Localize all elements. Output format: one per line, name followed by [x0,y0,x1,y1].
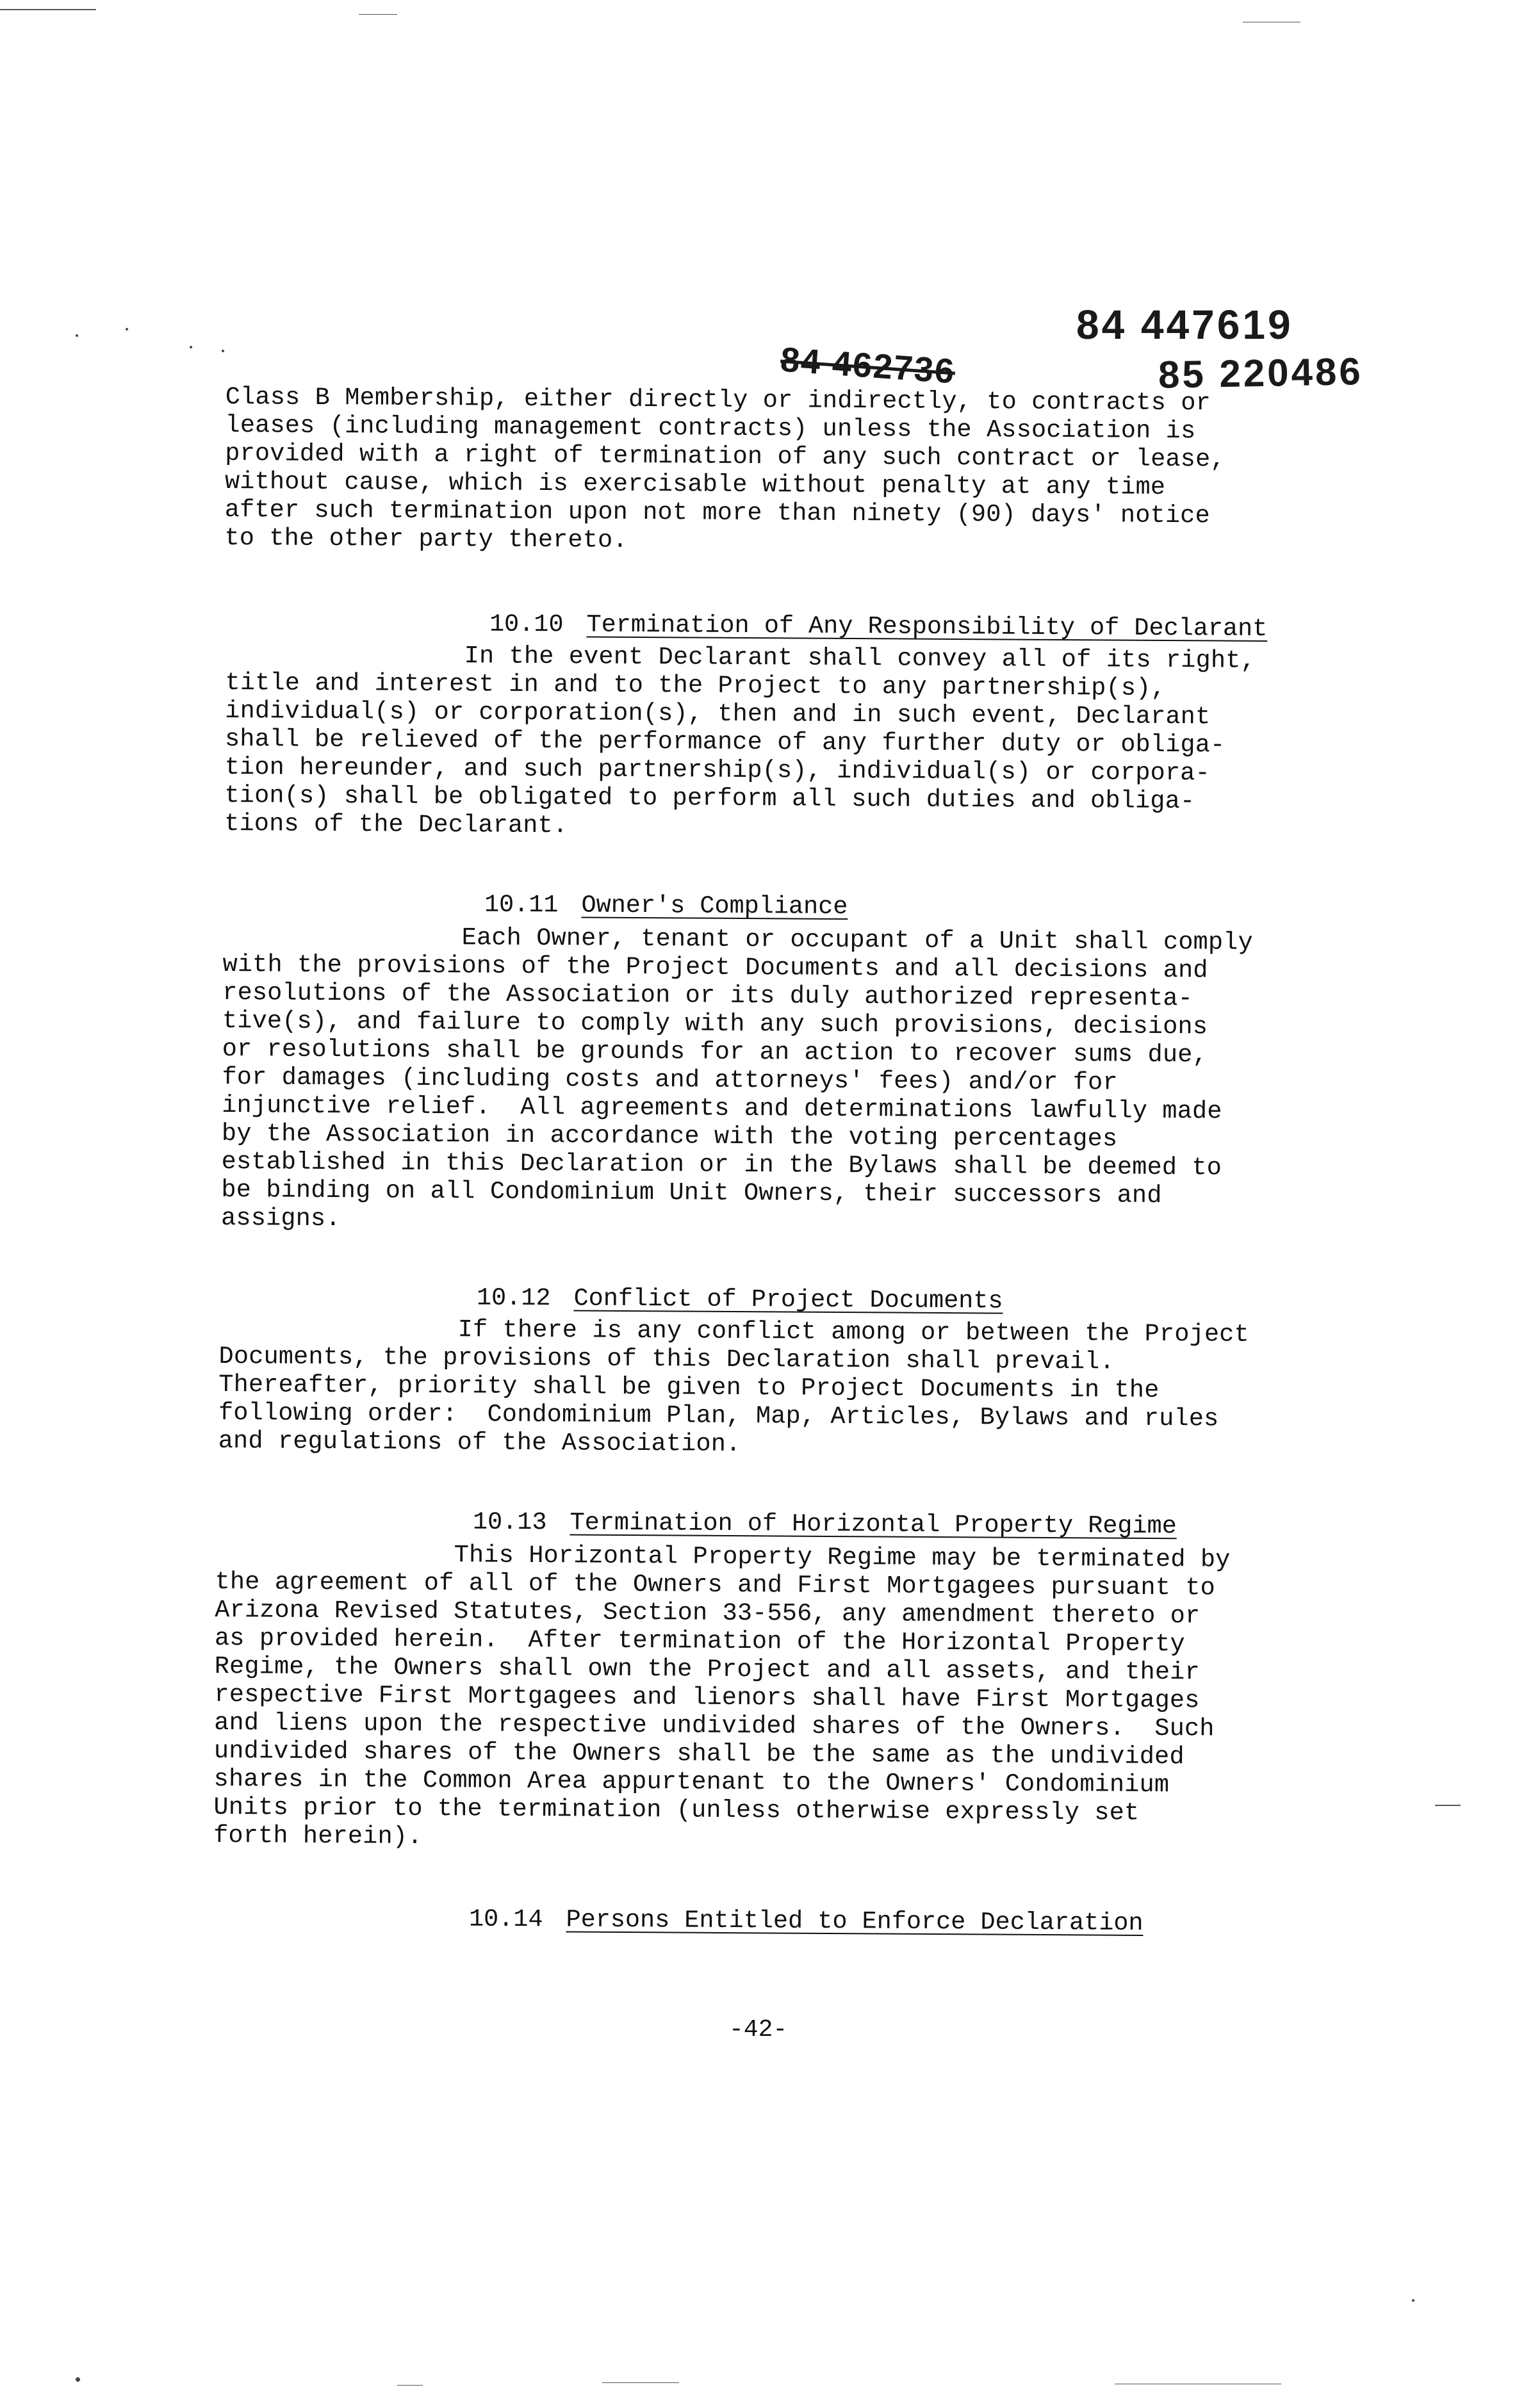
section-number: 10.10 [489,610,564,639]
section-heading-10-14 [409,1876,1144,1965]
scan-artifact [0,9,96,10]
section-title: Owner's Compliance [581,891,848,922]
struck-recording-number: 84 462736 [779,340,957,391]
section-title: Termination of Any Responsibility of Declarant [586,610,1268,643]
section-number: 10.12 [476,1283,551,1313]
scan-artifact [126,328,128,330]
scan-artifact [76,2377,80,2382]
section-paragraph-10-10: In the event Declarant shall convey all of its right, title and interest in and to the Project to any partnership(s), individual(s) or corporation(s), then and in such event, Declarant shall be relieved of the performance of any further duty or obliga- tion hereunder, and such partnership(s), individual(s) or corpora- tion(s) shall be obligated to perform all such duties and obliga- tions of the Declarant. [224,640,1256,840]
recording-number-stamp-secondary: 85 220486 [1158,350,1364,396]
section-paragraph-10-13: This Horizontal Property Regime may be terminated by the agreement of all of the Owners and First Mortgagees pursuant to Arizona Revised Statutes, Section 33-556, any amendment thereto or as provided herein. After termination of the Horizontal Property Regime, the Owners shall own the Project and all assets, and their respective First Mortgagees and lienors shall have First Mortgages and liens upon the respective undivided shares of the Owners. Such undivided shares of the Owners shall be the same as the undivided shares in the Common Area appurtenant to the Owners' Condominium Units prior to the termination (unless otherwise expressly set forth herein). [213,1540,1231,1851]
section-title: Termination of Horizontal Property Regime [570,1508,1177,1541]
section-number: 10.13 [472,1508,547,1537]
scan-artifact [1412,2299,1414,2302]
section-title: Conflict of Project Documents [573,1284,1003,1315]
scan-artifact [76,334,78,337]
scan-artifact [222,350,224,352]
scan-artifact [1435,1805,1461,1806]
section-title: Persons Entitled to Enforce Declaration [566,1905,1144,1937]
section-number: 10.11 [484,890,559,920]
scan-artifact [359,14,397,15]
page-number: -42- [729,2016,788,2044]
section-number: 10.14 [468,1905,543,1934]
section-paragraph-10-11: Each Owner, tenant or occupant of a Unit shall comply with the provisions of the Project Documents and all decisions and resolutions of the Association or its duly authorized representa- tive(s), and failure to comply with any such provisions, decisions or resolutions shall be grounds for an action to recover sums due, for damages (including costs and attorneys' fees) and/or for injunctive relief. All agreements and determinations lawfully made by the Association in accordance with the voting percentages established in this Declaration or in the Bylaws shall be deemed to be binding on all Condominium Unit Owners, their successors and assigns. [221,922,1253,1233]
scan-artifact [602,2382,679,2383]
scan-artifact [190,346,192,348]
scan-artifact [397,2385,423,2386]
continued-paragraph: Class B Membership, either directly or indirectly, to contracts or leases (including management contracts) unless the Association is provided with a right of termination of any such contract or lease, without cause, which is exercisable without penalty at any time after such termination upon not more than ninety (90) days' notice to the other party thereto. [224,383,1226,555]
recording-number-stamp: 84 447619 [1076,302,1293,348]
section-paragraph-10-12: If there is any conflict among or between the Project Documents, the provisions of this Declaration shall prevail. Thereafter, priority shall be given to Project Documents in the following order: Condominium Plan, Map, Articles, Bylaws and rules and regulations of the Association. [218,1314,1249,1458]
